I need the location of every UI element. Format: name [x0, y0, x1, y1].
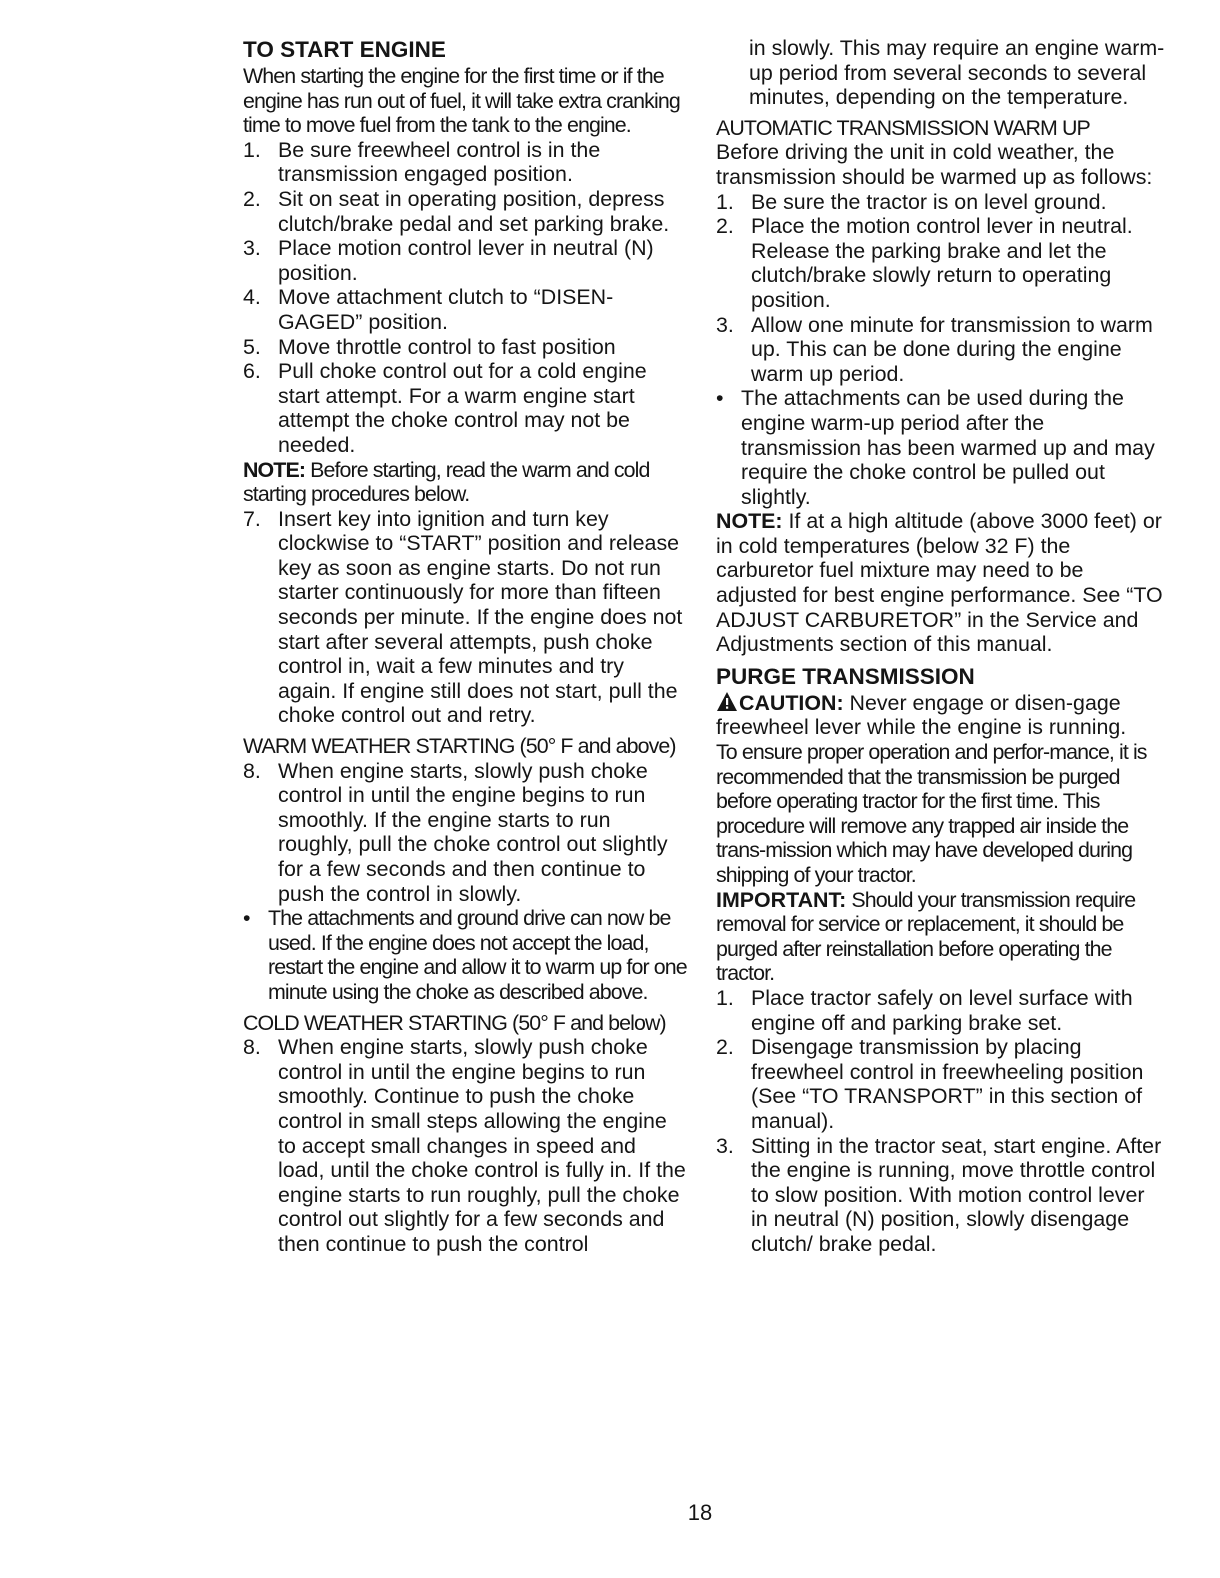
- warm-step-8: [243, 759, 688, 907]
- page-number: 18: [687, 1500, 713, 1525]
- step-text: Be sure the tractor is on level ground.: [751, 189, 1107, 214]
- step-text: When engine starts, slowly push choke control in until the engine begins to run smoothly. Continue to push the choke control in small steps allowing the engine to accept small changes in speed and load, until the choke control is fully in. If the engine starts to run roughly, pull the choke control out slightly for a few seconds and then continue to push the control: [278, 1035, 686, 1256]
- important-text: Should your transmission require removal for service or replacement, it should be purged after reinstallation before operating the tractor.: [716, 887, 1136, 986]
- step-text: Place the motion control lever in neutral. Release the parking brake and let the clutch/brake slowly return to operating position.: [751, 214, 1133, 312]
- to-start-engine-heading: TO START ENGINE: [243, 37, 446, 62]
- auto-step-1: [716, 190, 1166, 215]
- step-text: Place tractor safely on level surface with engine off and parking brake set.: [751, 985, 1133, 1035]
- step-number: 1.: [716, 985, 734, 1010]
- step-text: Allow one minute for transmission to warm up. This can be done during the engine warm up period.: [751, 312, 1153, 386]
- important-label: IMPORTANT:: [716, 887, 847, 912]
- step-number: 8.: [243, 758, 261, 783]
- step-text: Be sure freewheel control is in the transmission engaged position.: [278, 137, 601, 187]
- auto-step-2: [716, 214, 1166, 312]
- step-number: 1.: [243, 137, 261, 162]
- step-number: 2.: [243, 186, 261, 211]
- purge-step-1: [716, 986, 1166, 1035]
- step-text: Move attachment clutch to “DISEN-GAGED” position.: [278, 285, 614, 334]
- note-label: NOTE:: [716, 509, 783, 534]
- right-column: [716, 36, 1166, 1257]
- bullet-text: The attachments can be used during the engine warm-up period after the transmission has been warmed up and may require the choke control be pulled out slightly.: [741, 386, 1155, 509]
- left-note: [243, 458, 688, 507]
- step-number: 6.: [243, 359, 261, 384]
- step-number: 1.: [716, 189, 734, 214]
- warning-triangle-icon: [716, 691, 738, 712]
- caution-text: Never engage or disen-gage freewheel lever while the engine is running.: [716, 690, 1127, 740]
- purge-intro: To ensure proper operation and perfor-mance, it is recommended that the transmission be purged before operating tractor for the first time. This procedure will remove any trapped air inside the trans-mission which may have developed during shipping of your tractor.: [716, 740, 1147, 887]
- important-paragraph: [716, 888, 1166, 986]
- step-text: Pull choke control out for a cold engine start attempt. For a warm engine start attempt the choke control may not be needed.: [278, 359, 647, 457]
- step-number: 8.: [243, 1035, 261, 1060]
- step-number: 3.: [716, 312, 734, 337]
- bullet-dot-icon: •: [716, 386, 724, 411]
- warm-weather-heading: WARM WEATHER STARTING (50° F and above): [243, 734, 676, 759]
- step-number: 5.: [243, 334, 261, 359]
- caution-label: CAUTION:: [739, 690, 844, 715]
- left-column: [243, 36, 688, 1257]
- auto-transmission-heading: AUTOMATIC TRANSMISSION WARM UP: [716, 115, 1090, 140]
- step-number: 4.: [243, 285, 261, 310]
- auto-bullet: [716, 386, 1166, 509]
- step-number: 2.: [716, 1035, 734, 1060]
- step-text: Place motion control lever in neutral (N) position.: [278, 236, 654, 285]
- start-step-3: [243, 236, 688, 285]
- step-number: 3.: [243, 236, 261, 261]
- step-number: 2.: [716, 214, 734, 239]
- step-text: When engine starts, slowly push choke control in until the engine begins to run smoothly. If the engine starts to run roughly, pull the choke control out slightly for a few seconds and then continue to push the control in slowly.: [278, 758, 668, 906]
- note-text: Before starting, read the warm and cold starting procedures below.: [243, 457, 650, 507]
- bullet-text: The attachments and ground drive can now be used. If the engine does not accept the load, restart the engine and allow it to warm up for one minute using the choke as described above.: [268, 906, 687, 1004]
- purge-transmission-heading: PURGE TRANSMISSION: [716, 663, 975, 689]
- caution-paragraph: [716, 691, 1166, 740]
- step-text: Sitting in the tractor seat, start engine. After the engine is running, move throttle control to slow position. With motion control lever in neutral (N) position, slowly disengage clutch/ brake pedal.: [751, 1133, 1162, 1256]
- start-step-1: [243, 138, 688, 187]
- start-step-7: [243, 507, 688, 728]
- step-text: Sit on seat in operating position, depress clutch/brake pedal and set parking brake.: [278, 186, 670, 236]
- right-note: [716, 509, 1166, 657]
- step-text: Insert key into ignition and turn key clockwise to “START” position and release key as soon as engine starts. Do not run starter continuously for more than fifteen seconds per minute. If the engine does not start after several attempts, push choke control in, wait a few minutes and try again. If engine still does not start, pull the choke control out and retry.: [278, 506, 683, 728]
- auto-step-3: [716, 313, 1166, 387]
- purge-step-3: [716, 1134, 1166, 1257]
- step-text: Disengage transmission by placing freewheel control in freewheeling position (See “TO TRANSPORT” in this section of manual).: [751, 1035, 1144, 1133]
- purge-step-2: [716, 1035, 1166, 1133]
- step-number: 7.: [243, 506, 261, 531]
- bullet-dot-icon: •: [243, 906, 250, 931]
- start-step-5: [243, 335, 688, 360]
- step-number: 3.: [716, 1133, 734, 1158]
- start-step-4: [243, 285, 688, 334]
- cold-weather-heading: COLD WEATHER STARTING (50° F and below): [243, 1010, 666, 1035]
- note-text: If at a high altitude (above 3000 feet) or in cold temperatures (below 32 F) the carburetor fuel mixture may need to be adjusted for best engine performance. See “TO ADJUST CARBURETOR” in the Service and Adjustments section of this manual.: [716, 509, 1163, 657]
- auto-intro: Before driving the unit in cold weather, the transmission should be warmed up as follows:: [716, 140, 1153, 189]
- start-intro: When starting the engine for the first time or if the engine has run out of fuel, it will take extra cranking time to move fuel from the tank to the engine.: [243, 64, 680, 138]
- start-step-6: [243, 359, 688, 457]
- cold-step-8: [243, 1035, 688, 1256]
- continuation-text: in slowly. This may require an engine warm-up period from several seconds to several minutes, depending on the temperature.: [749, 36, 1165, 110]
- start-step-2: [243, 187, 688, 236]
- warm-bullet: [243, 906, 688, 1004]
- note-label: NOTE:: [243, 457, 306, 482]
- step-text: Move throttle control to fast position: [278, 334, 616, 359]
